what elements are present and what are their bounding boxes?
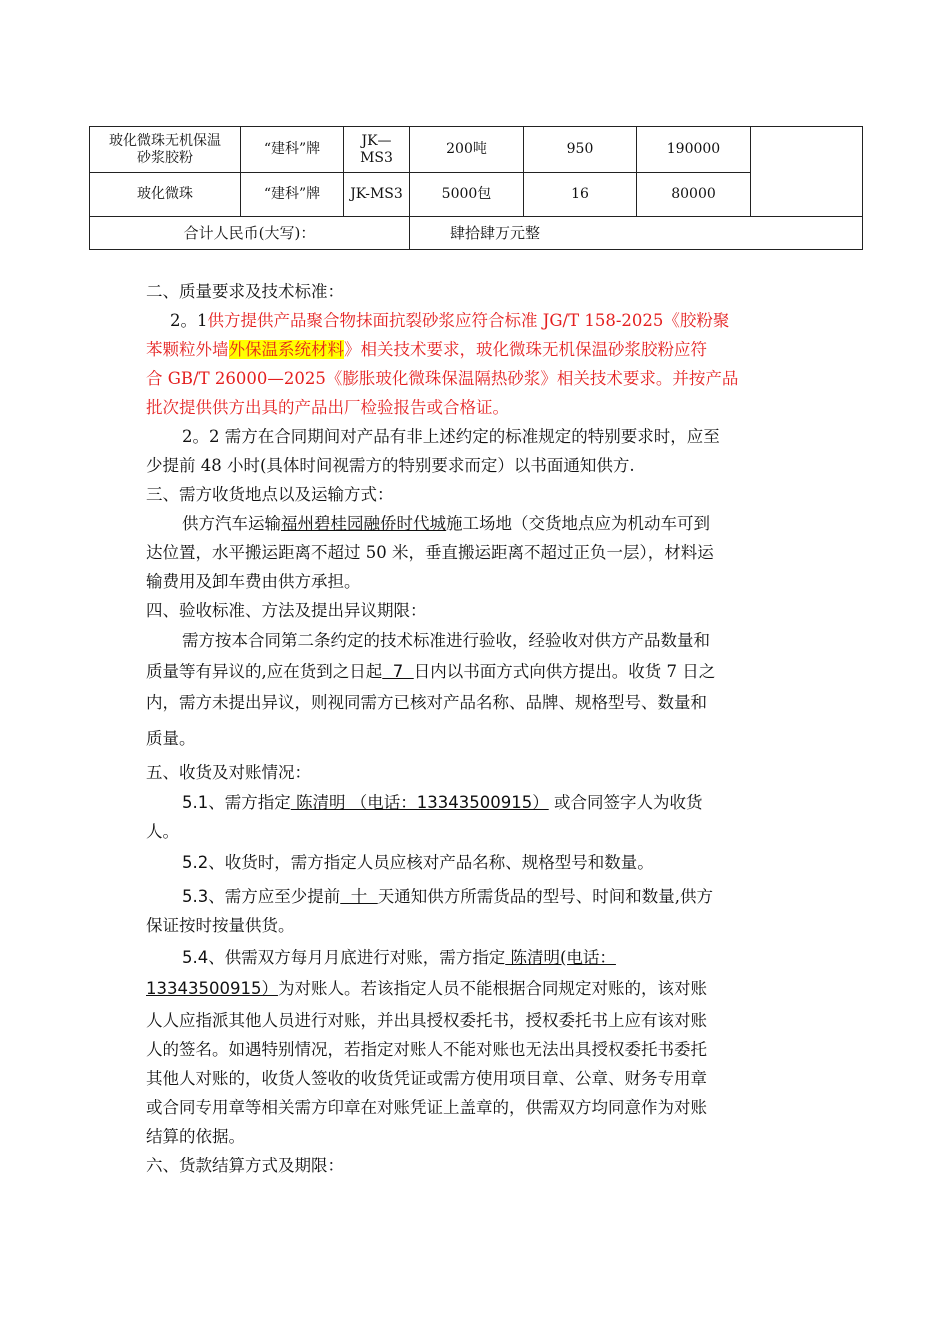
reconciler-contact: 陈清明(电话： <box>505 948 616 967</box>
clause-2-2-line-1: 2。2 需方在合同期间对产品有非上述约定的标准规定的特别要求时，应至 <box>182 427 720 446</box>
section-4-line-1: 需方按本合同第二条约定的技术标准进行验收，经验收对供方产品数量和 <box>182 631 710 650</box>
delivery-site: 福州碧桂园融侨时代城 <box>281 514 446 533</box>
total-value: 肆拾肆万元整 <box>410 217 863 250</box>
receiver-contact: 陈清明 （电话：13343500915） <box>290 793 549 812</box>
clause-2-1-line-3: 合 GB/T 26000—2025《膨胀玻化微珠保温隔热砂浆》相关技术要求。并按产品 <box>146 369 739 388</box>
amount-cell: 80000 <box>637 173 751 217</box>
clause-2-2-line-2: 少提前 48 小时(具体时间视需方的特别要求而定）以书面通知供方. <box>146 456 635 475</box>
notice-days: 十 <box>340 887 378 906</box>
model-cell: JK-MS3 <box>344 173 410 217</box>
remark-cell <box>751 127 863 217</box>
section-4-line-2: 质量等有异议的,应在货到之日起 7 日内以书面方式向供方提出。收货 7 日之 <box>146 662 716 681</box>
clause-5-2: 5.2、收货时，需方指定人员应核对产品名称、规格型号和数量。 <box>182 853 654 872</box>
table-row <box>90 173 863 217</box>
brand-cell: “建科”牌 <box>241 173 344 217</box>
clause-5-1-line-1: 5.1、需方指定 陈清明 （电话：13343500915） 或合同签字人为收货 <box>182 793 703 812</box>
clause-2-1-line-4: 批次提供供方出具的产品出厂检验报告或合格证。 <box>146 398 509 417</box>
quantity-cell: 5000包 <box>410 173 524 217</box>
goods-table <box>89 126 863 250</box>
section-5-heading: 五、收货及对账情况： <box>146 763 311 782</box>
clause-5-3-line-2: 保证按时按量供货。 <box>146 916 295 935</box>
product-name-cell: 玻化微珠 <box>90 173 241 217</box>
clause-5-1-line-2: 人。 <box>146 822 179 841</box>
unit-price-cell: 950 <box>524 127 637 173</box>
section-4-heading: 四、验收标准、方法及提出异议期限： <box>146 601 427 620</box>
objection-days: 7 <box>382 662 414 681</box>
clause-5-4-line-2: 13343500915）为对账人。若该指定人员不能根据合同规定对账的，该对账 <box>146 979 707 998</box>
clause-2-1-line-1: 2。1供方提供产品聚合物抹面抗裂砂浆应符合标准 JG/T 158-2025《胶粉聚 <box>170 311 730 330</box>
highlighted-text: 外保温系统材料 <box>228 340 344 359</box>
clause-5-4-line-7: 结算的依据。 <box>146 1127 245 1146</box>
brand-cell: “建科”牌 <box>241 127 344 173</box>
table-row <box>90 127 863 173</box>
unit-price-cell: 16 <box>524 173 637 217</box>
model-cell: JK—MS3 <box>344 127 410 173</box>
clause-5-4-line-5: 其他人对账的，收货人签收的收货凭证或需方使用项目章、公章、财务专用章 <box>146 1069 707 1088</box>
reconciler-phone: 13343500915） <box>146 979 278 998</box>
quantity-cell: 200吨 <box>410 127 524 173</box>
table-total-row <box>90 217 863 250</box>
section-6-heading: 六、货款结算方式及期限： <box>146 1156 344 1175</box>
section-3-line-3: 输费用及卸车费由供方承担。 <box>146 572 361 591</box>
amount-cell: 190000 <box>637 127 751 173</box>
section-4-line-4: 质量。 <box>146 729 196 748</box>
section-3-line-1: 供方汽车运输福州碧桂园融侨时代城施工场地（交货地点应为机动车可到 <box>182 514 710 533</box>
clause-5-4-line-4: 人的签名。如遇特别情况，若指定对账人不能对账也无法出具授权委托书委托 <box>146 1040 707 1059</box>
clause-5-4-line-6: 或合同专用章等相关需方印章在对账凭证上盖章的，供需双方均同意作为对账 <box>146 1098 707 1117</box>
clause-5-4-line-1: 5.4、供需双方每月月底进行对账，需方指定 陈清明(电话： <box>182 948 616 967</box>
clause-5-3-line-1: 5.3、需方应至少提前 十 天通知供方所需货品的型号、时间和数量,供方 <box>182 887 713 906</box>
section-2-heading: 二、质量要求及技术标准： <box>146 282 344 301</box>
clause-2-1-line-2: 苯颗粒外墙外保温系统材料》相关技术要求，玻化微珠无机保温砂浆胶粉应符 <box>146 340 707 359</box>
clause-5-4-line-3: 人人应指派其他人员进行对账，并出具授权委托书，授权委托书上应有该对账 <box>146 1011 707 1030</box>
total-label: 合计人民币(大写)： <box>90 217 410 250</box>
section-4-line-3: 内，需方未提出异议，则视同需方已核对产品名称、品牌、规格型号、数量和 <box>146 693 707 712</box>
section-3-line-2: 达位置，水平搬运距离不超过 50 米，垂直搬运距离不超过正负一层），材料运 <box>146 543 714 562</box>
section-3-heading: 三、需方收货地点以及运输方式： <box>146 485 394 504</box>
product-name-cell: 玻化微珠无机保温砂浆胶粉 <box>90 127 241 173</box>
